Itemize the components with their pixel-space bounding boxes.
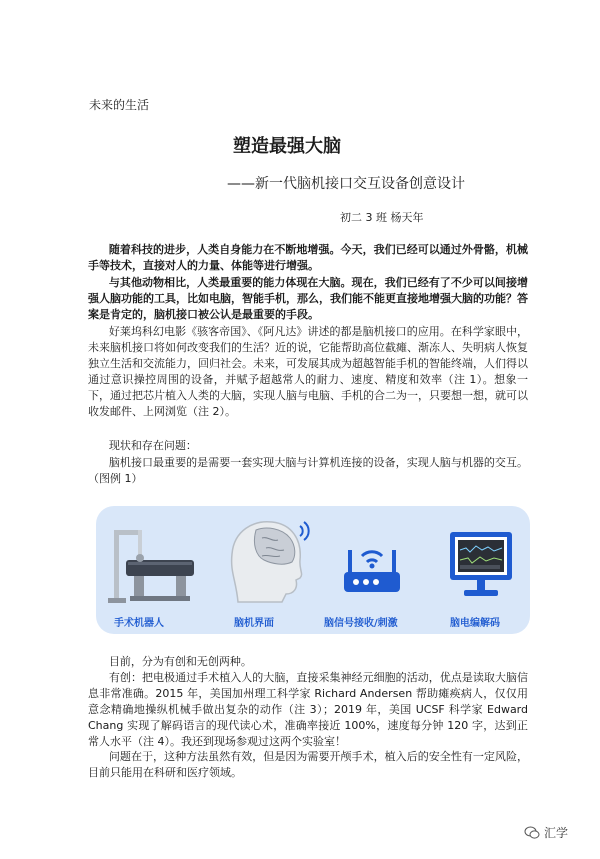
- figure-1-panel: [96, 506, 530, 634]
- paragraph-3: 好莱坞科幻电影《骇客帝国》、《阿凡达》讲述的都是脑机接口的应用。在科学家眼中，未来脑机接口将如何改变我们的生活？近的说，它能帮助高位截瘫、渐冻人、失明病人恢复独立生活和交流能力，回归社会。未来，可发展其成为超越智能手机的智能终端，人们得以通过意识操控周围的设备，并赋予超越常人的耐力、速度、精度和效率（注 1）。想象一下，通过把芯片植入人类的大脑，实现人脑与电脑、手机的合二为一，只要想一想，就可以收发邮件、上网浏览（注 2）。: [88, 325, 528, 418]
- article-title: 塑造最强大脑: [233, 136, 341, 157]
- caption-signal-receiver: 脑信号接收/刺激: [324, 618, 398, 629]
- author-line: 初二 3 班 杨天年: [340, 211, 424, 224]
- paragraph-6: 问题在于，这种方法虽然有效，但是因为需要开颅手术，植入后的安全性有一定风险，目前只能用在科研和医疗领域。: [88, 750, 528, 779]
- watermark-text: 汇学: [543, 826, 568, 840]
- figure-item-bci: [206, 506, 316, 634]
- section-label: 未来的生活: [89, 98, 150, 112]
- figure-item-surgical-robot: [96, 506, 206, 634]
- paragraph-2: 与其他动物相比，人类最重要的能力体现在大脑。现在，我们已经有了不少可以间接增强人脑功能的工具，比如电脑，智能手机，那么，我们能不能更直接地增强大脑的功能？答案是肯定的，脑机接口被公认是最重要的手段。: [88, 276, 528, 321]
- paragraph-1: 随着科技的进步，人类自身能力在不断地增强。今天，我们已经可以通过外骨骼，机械手等技术，直接对人的力量、体能等进行增强。: [88, 243, 528, 272]
- figure-item-signal-receiver: [316, 506, 426, 634]
- caption-bci: 脑机界面: [234, 618, 274, 629]
- article-subtitle: ——新一代脑机接口交互设备创意设计: [227, 176, 465, 192]
- caption-eeg-codec: 脑电编解码: [450, 618, 500, 629]
- status-paragraph: 脑机接口最重要的是需要一套实现大脑与计算机连接的设备，实现人脑与机器的交互。（图例 1）: [88, 456, 528, 485]
- router-wifi-icon: [340, 536, 404, 598]
- monitor-eeg-icon: [448, 530, 514, 602]
- surgical-robot-icon: [104, 516, 202, 608]
- paragraph-5: 有创：把电极通过手术植入人的大脑，直接采集神经元细胞的活动，优点是读取大脑信息非常准确。2015 年，美国加州理工科学家 Richard Andersen 帮助瘫痪病人，仅仅用意念精确地操纵机械手做出复杂的动作（注 3）；2019 年，美国 UCSF 科学家 Edward Chang 实现了解码语言的现代读心术，准确率接近 100%，速度每分钟 120 字，达到正常人水平（注 4）。我还到现场参观过这两个实验室！: [88, 671, 528, 748]
- head-brain-icon: [216, 510, 316, 610]
- status-heading: 现状和存在问题：: [108, 439, 197, 452]
- caption-surgical-robot: 手术机器人: [114, 618, 164, 629]
- figure-item-eeg-codec: [426, 506, 530, 634]
- watermark: [524, 824, 568, 841]
- paragraph-4: 目前，分为有创和无创两种。: [108, 655, 252, 668]
- wechat-icon: [524, 825, 540, 841]
